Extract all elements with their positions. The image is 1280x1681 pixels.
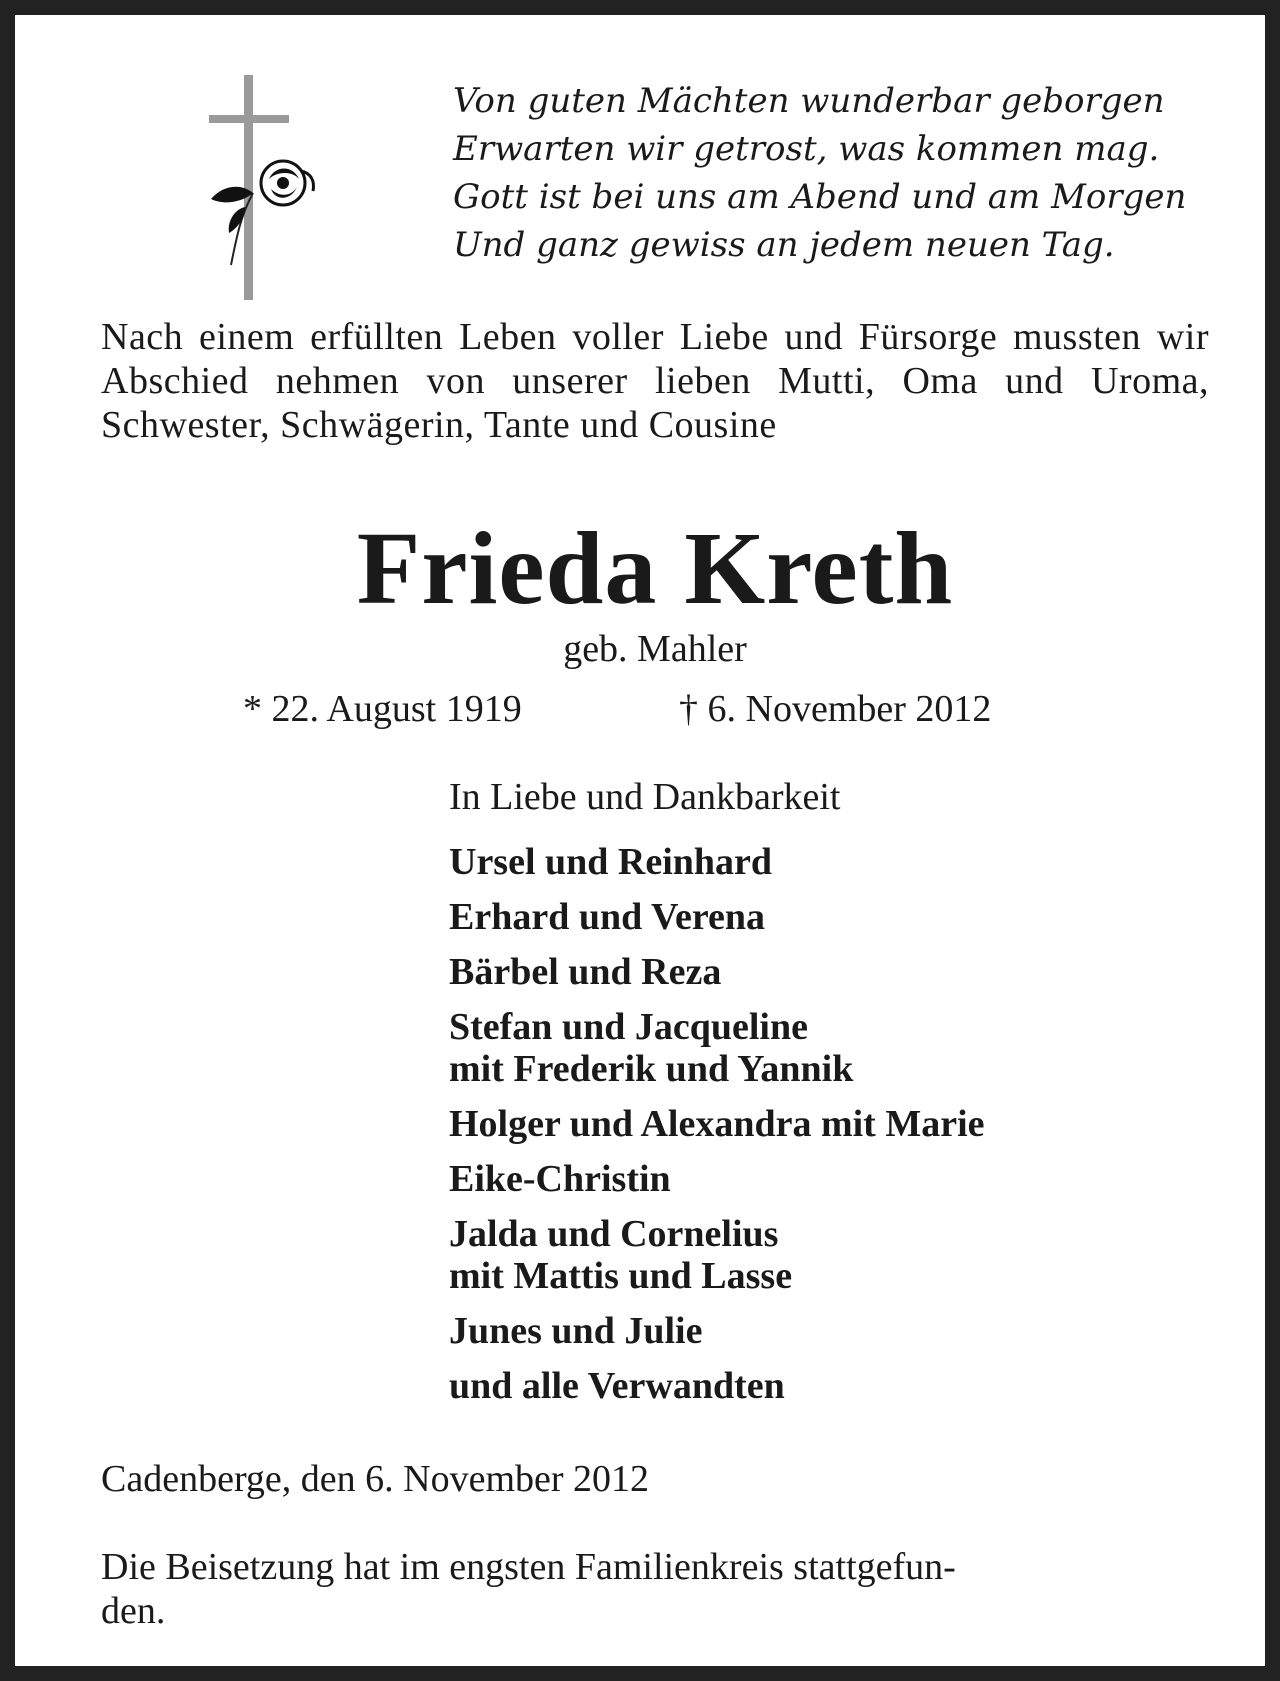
mourner-entry [449, 1006, 1249, 1090]
maiden-name: geb. Mahler [563, 628, 747, 670]
mourner-line: Junes und Julie [449, 1310, 703, 1352]
mourner-entry [449, 1213, 1249, 1297]
death-date: † 6. November 2012 [679, 688, 992, 730]
mourner-line: Erhard und Verena [449, 896, 766, 938]
poem [453, 77, 1213, 269]
burial-note-line: Die Beisetzung hat im engsten Familienkreis stattgefun- [101, 1546, 956, 1588]
poem-line: Von guten Mächten wunderbar geborgen [453, 81, 1165, 121]
cross-with-rose-icon [201, 75, 321, 305]
poem-line: Gott ist bei uns am Abend und am Morgen [453, 177, 1187, 217]
mourner-line: Eike-Christin [449, 1158, 671, 1200]
place-date: Cadenberge, den 6. November 2012 [101, 1458, 650, 1500]
burial-note [101, 1545, 1209, 1633]
intro-text: Nach einem erfüllten Leben voller Liebe und Fürsorge mussten wir Abschied nehmen von unserer lieben Mutti, Oma und Uroma, Schwester, Schwägerin, Tante und Cousine [101, 316, 1209, 446]
mourner-line: Ursel und Reinhard [449, 841, 773, 883]
mourner-entry [449, 841, 1249, 883]
mourner-entry [449, 1365, 1249, 1407]
mourner-line: Jalda und Cornelius [449, 1213, 779, 1255]
mourner-line: Bärbel und Reza [449, 951, 722, 993]
poem-line: Erwarten wir getrost, was kommen mag. [453, 129, 1160, 169]
mourner-entry [449, 951, 1249, 993]
mourner-line: Stefan und Jacqueline [449, 1006, 808, 1048]
mourner-entry [449, 1158, 1249, 1200]
mourner-line: Holger und Alexandra mit Marie [449, 1103, 985, 1145]
thanks-line: In Liebe und Dankbarkeit [449, 776, 841, 818]
mourner-line: mit Mattis und Lasse [449, 1255, 793, 1297]
deceased-name: Frieda Kreth [356, 511, 954, 626]
burial-note-line: den. [101, 1590, 166, 1632]
birth-date: * 22. August 1919 [243, 688, 522, 730]
mourner-line: und alle Verwandten [449, 1365, 785, 1407]
mourner-entry [449, 1310, 1249, 1352]
mourner-entry [449, 896, 1249, 938]
mourners-list [449, 841, 1249, 1420]
mourner-line: mit Frederik und Yannik [449, 1048, 854, 1090]
mourner-entry [449, 1103, 1249, 1145]
poem-line: Und ganz gewiss an jedem neuen Tag. [453, 225, 1115, 265]
